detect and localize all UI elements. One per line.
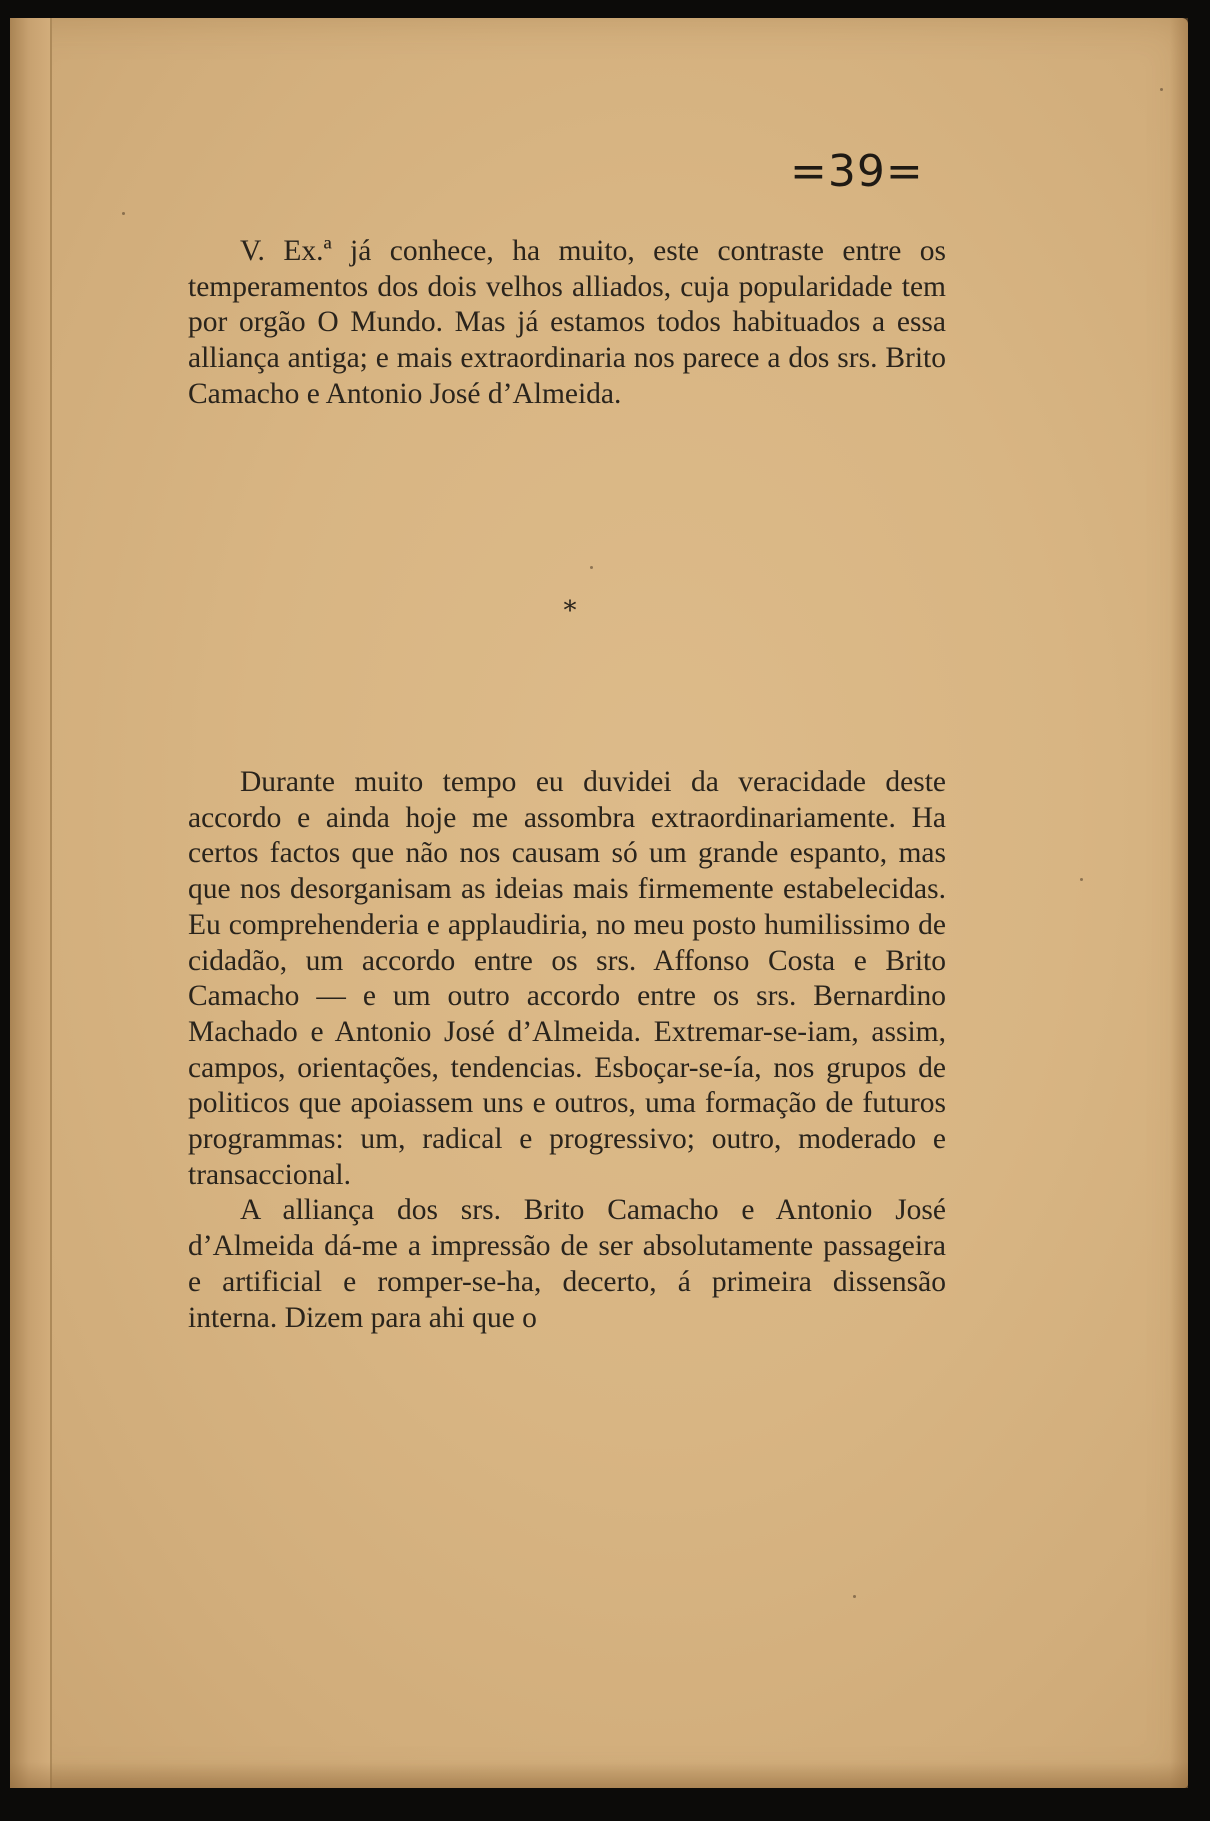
text-block-bottom: [188, 765, 946, 1336]
paragraph: V. Ex.ª já conhece, ha muito, este contraste entre os temperamentos dos dois velhos alliados, cuja popularidade tem por orgão O Mundo. Mas já estamos todos habituados a essa alliança antiga; e mais extraordinaria nos parece a dos srs. Brito Camacho e Antonio José d’Almeida.: [188, 235, 946, 410]
paragraph: Durante muito tempo eu duvidei da veracidade deste accordo e ainda hoje me assombra extraordinariamente. Ha certos factos que não nos causam só um grande espanto, mas que nos desorganisam as ideias mais firmemente estabelecidas. Eu comprehenderia e applaudiria, no meu posto humilissimo de cidadão, um accordo entre os srs. Affonso Costa e Brito Camacho — e um outro accordo entre os srs. Bernardino Machado e Antonio José d’Almeida. Extremar-se-iam, assim, campos, orientações, tendencias. Esboçar-se-ía, nos grupos de politicos que apoiassem uns e outros, uma formação de futuros programmas: um, radical e progressivo; outro, moderado e transaccional.: [188, 766, 946, 1191]
section-separator: *: [563, 596, 577, 626]
text-block-top: [188, 234, 946, 413]
paper-fleck: [122, 212, 125, 215]
fold-line: [50, 18, 52, 1788]
paper-right-edge: [1170, 18, 1188, 1788]
paper-bottom-shadow: [10, 1762, 1188, 1788]
paragraph: A alliança dos srs. Brito Camacho e Antonio José d’Almeida dá-me a impressão de ser absolutamente passageira e artificial e romper-se-ha, decerto, á primeira dissensão interna. Dizem para ahi que o: [188, 1194, 946, 1334]
paper-fleck: [1080, 878, 1083, 881]
binding-gutter: [10, 18, 52, 1788]
page-number: =39=: [790, 146, 924, 197]
paper-fleck: [1160, 88, 1163, 91]
paper-fleck: [853, 1595, 856, 1598]
paper-fleck: [590, 566, 593, 569]
